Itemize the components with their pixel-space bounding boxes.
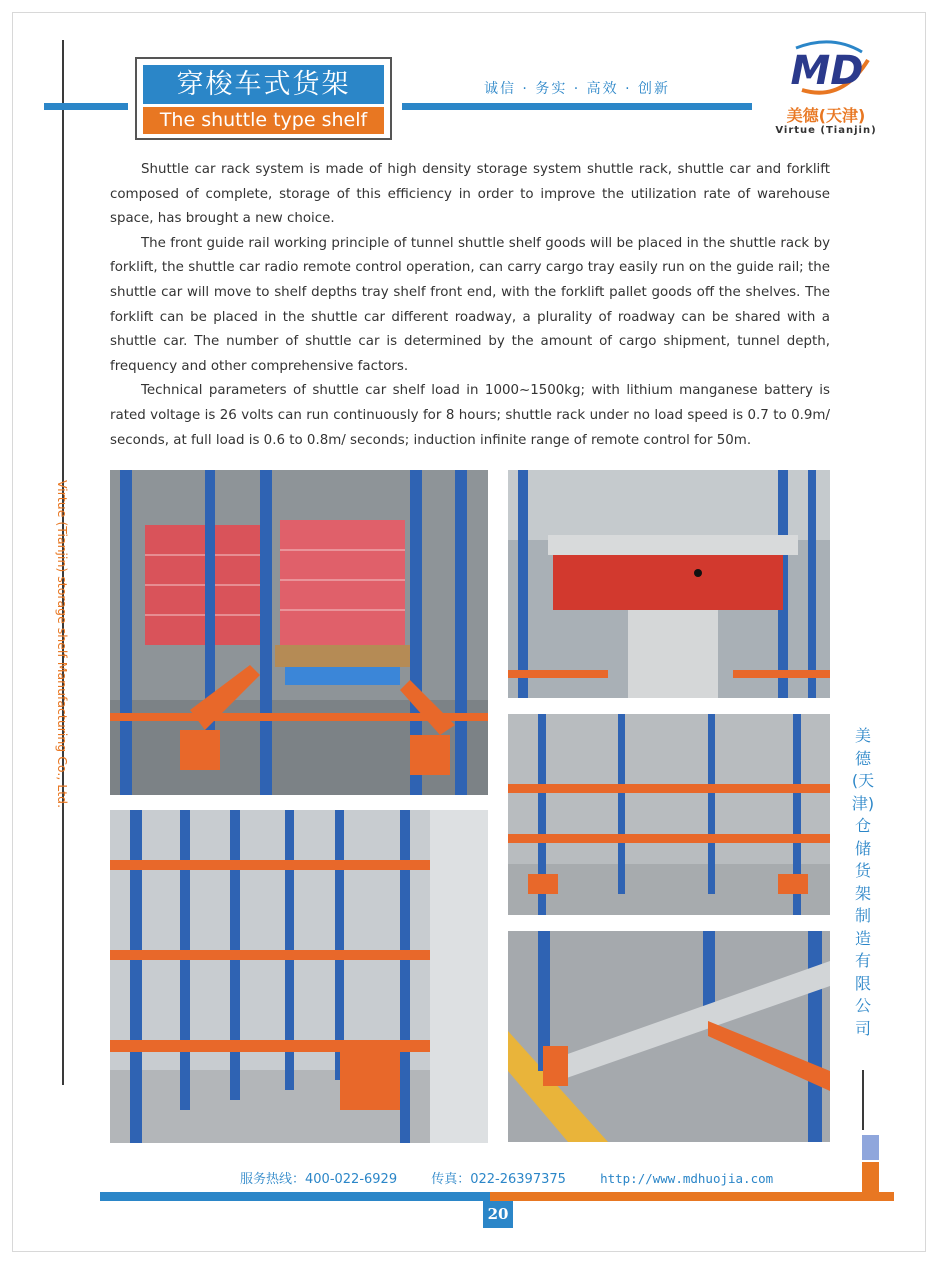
paragraph: Shuttle car rack system is made of high density storage system shuttle rack, shuttle car and forklift composed of complete, storage of this efficiency in order to improve the utilization rate of warehouse space, has brought a new choice. — [110, 162, 830, 227]
body-text — [110, 158, 830, 453]
side-company-en — [46, 480, 76, 820]
md-logo-icon — [782, 40, 872, 100]
page-number: 20 — [483, 1201, 513, 1228]
footer-contact — [240, 1168, 840, 1187]
logo-name-en: Virtue (Tianjin) — [775, 125, 877, 136]
photo-shuttle-car — [508, 470, 830, 698]
photo-deep-rack — [110, 810, 488, 1143]
side-company-en-text: Virtue (Tianjin) storage shelf Manufacturing Co., Ltd. — [55, 480, 70, 809]
photo-rack-aisle — [508, 714, 830, 915]
logo-mark-text: MD — [790, 48, 864, 94]
title-box — [135, 57, 392, 140]
company-logo — [772, 40, 880, 140]
header-bar-right — [402, 103, 752, 110]
paragraph: The front guide rail working principle of tunnel shuttle shelf goods will be placed in the shuttle rack by forklift, the shuttle car radio remote control operation, can carry cargo tray easily run on the guide rail; the shuttle car will move to shelf depths tray shelf front end, with the forklift pallet goods off the shelves. The forklift can be placed in the shuttle car different roadway, a plurality of roadway can be shared with a shuttle car. The number of shuttle car is determined by the amount of cargo shipment, tunnel depth, frequency and other comprehensive factors. — [110, 235, 830, 374]
photo-pallet-shuttle — [110, 470, 488, 795]
decor-square-orange — [862, 1162, 879, 1194]
page-title-cn: 穿梭车式货架 — [143, 65, 384, 104]
website-link[interactable]: http://www.mdhuojia.com — [600, 1171, 774, 1186]
hotline: 服务热线：400-022-6929 — [240, 1172, 398, 1187]
slogan: 诚信 · 务实 · 高效 · 创新 — [483, 81, 671, 97]
logo-name-cn: 美德(天津) — [786, 106, 866, 125]
side-company-cn: 美德(天津)仓储货架制造有限公司 — [851, 726, 875, 1038]
side-rule — [62, 452, 64, 474]
decor-square-blue — [862, 1135, 879, 1160]
paragraph: Technical parameters of shuttle car shelf load in 1000~1500kg; with lithium manganese battery is rated voltage is 26 volts can run continuously for 8 hours; shuttle rack under no load speed is 0.7 to 0.9m/ seconds, at full load is 0.6 to 0.8m/ seconds; induction infinite range of remote control for 50m. — [110, 383, 830, 448]
fax: 传真：022-26397375 — [431, 1172, 566, 1187]
header-bar-left — [44, 103, 128, 110]
side-cn-rule — [862, 1070, 864, 1130]
footer-bar-orange — [490, 1192, 894, 1201]
footer-bar-blue — [100, 1192, 490, 1201]
page-title-en: The shuttle type shelf — [143, 107, 384, 134]
photo-rail-closeup — [508, 931, 830, 1142]
